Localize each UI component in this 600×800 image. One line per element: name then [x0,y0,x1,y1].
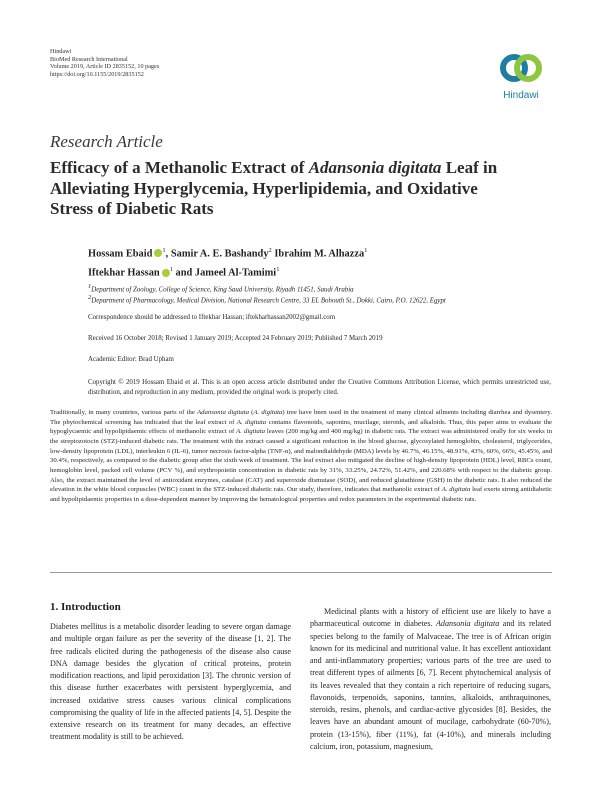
affiliation-text: Department of Zoology, College of Science, King Saud University, Riyadh 11451, Saudi Arabia [91,286,354,294]
copyright-notice: Copyright © 2019 Hossam Ebaid et al. This is an open access article distributed under the Creative Commons Attribution License, which permits unrestricted use, distribution, and reproduction in any medium, provided the original work is properly cited. [88,379,551,396]
abstract-text: ( [249,409,254,416]
author-affiliation-sup: 1 [162,247,166,254]
author-name[interactable]: Jameel Al-Tamimi [194,267,277,279]
abstract-text: leaves (200 mg/kg and 400 mg/kg) in diabetic rats. The extract was administered orally for six weeks in the streptozotocin (STZ)-induced diabetic rats. The treatment with the extract caused a significant reduction in the blood glucose, glycosylated hemoglobin, cholesterol, triglycerides, low-density lipoprotein (LDL), interleukin 6 (IL-6), tumor necrosis factor-alpha (TNF-α), and malondialdehyde (MDA) levels by 46.7%, 46.15%, 48.91%, 43%, 60%, 66%, 45.45%, and 30.4%, respectively, as compared to the diabetic group after the sixth week of treatment. The leaf extract also mitigated the decline of high-density lipoprotein (HDL) level, RBCs count, hemoglobin level, packed cell volume (PCV %), and erythropoietin concentration in diabetic rats by 31%, 33.25%, 24.72%, 51.42%, and 220.68% with respect to the diabetic group. Also, the extract maintained the level of antioxidant enzymes, catalase (CAT) and superoxide dismutase (SOD), and reduced glutathione (GSH) in the diabetic rats. It also reduced the elevation in the white blood corpuscles (WBC) count in the STZ-induced diabetic rats. Our study, therefore, indicates that methanolic extract of [50,428,552,494]
affiliation-sup: 2 [88,294,92,301]
author-name[interactable]: Iftekhar Hassan [88,267,160,279]
abstract-text: ) tree have been used in the treatment of many clinical ailments including diarrhea and dysentery. The phytochemical screening has indicated that the leaf extract of [50,409,553,426]
intro-paragraph-1: Diabetes mellitus is a metabolic disorder leading to severe organ damage and multiple organ failure as per the severity of the disease [1, 2]. The free radicals elicited during the pathogenesis of the disease also cause DNA damage besides the glycation of critical proteins, protein modification reactions, and lipid peroxidation [3]. The chronic version of this disease further exacerbates with persistent hyperglycemia, and increased oxidative stress causes various clinical complications compromising the quality of life in the affected patients [4, 5]. Despite the extensive research on its treatment for many decades, an effective treatment modality is still to be achieved. [50,622,291,742]
author-list [88,243,488,282]
abstract-italic: A. digitata [253,409,283,416]
author-affiliation-sup: 1 [364,247,368,254]
abstract-italic: A. digitata [441,486,471,494]
publisher-name: Hindawi [50,48,72,55]
title-part-2: Leaf in Alleviating Hyperglycemia, Hyperlipidemia, and Oxidative Stress of Diabetic Rats [50,158,498,218]
author-name[interactable]: Ibrahim M. Alhazza [274,248,365,260]
abstract-italic: Adansonia digitata [196,409,250,416]
author-name[interactable]: Samir A. E. Bashandy [170,248,269,260]
body-text: and its related species belong to the family of Malvaceae. The tree is of African origin known for its medicinal and nutritional value. It has excellent antioxidant and anti-inflammatory properties; various parts of the tree are used to treat different types of ailments [6, 7]. Recent phytochemical analysis of its leaves revealed that they contain a rich repertoire of reducing sugars, flavonoids, terpenoids, saponins, tannins, alkaloids, anthraquinones, steroids, resins, phenols, and cardiac-active glycosides [8]. Besides, the leaves have an abundant amount of mucilage, carbohydrate (60-70%), protein (13-15%), fiber (11%), fat (4-10%), and minerals including calcium, iron, potassium, magnesium, [310,619,551,751]
affiliation-sup: 1 [88,283,92,290]
author-affiliation-sup: 1 [169,266,173,274]
abstract-text: Traditionally, in many countries, various parts of the [50,409,197,416]
article-type: Research Article [50,132,163,151]
intro-paragraph-2 [310,606,551,753]
body-column-right [310,606,551,753]
hindawi-logo-icon [497,50,545,90]
author-separator: and [172,267,195,279]
journal-name: BioMed Research International [50,55,128,63]
abstract-text: contains flavonoids, saponins, mucilage, steroids, and alkaloids. Thus, this paper aims to evaluate the hypoglycaemic and hypolipidaemic effects of methanolic extract of [50,418,553,436]
title-italic: Adansonia digitata [308,158,442,177]
section-divider [50,572,552,573]
doi-link[interactable]: https://doi.org/10.1155/2019/2835152 [50,70,144,78]
journal-meta [50,48,159,78]
orcid-icon[interactable] [162,269,170,277]
body-column-left [50,621,291,744]
logo-text: Hindawi [503,90,539,101]
author-name[interactable]: Hossam Ebaid [88,248,153,260]
section-heading: 1. Introduction [50,601,121,613]
article-dates: Received 16 October 2018; Revised 1 January 2019; Accepted 24 February 2019; Published 7 March 2019 [88,335,383,342]
affiliation-text: Department of Pharmacology, Medical Division, National Research Centre, 33 EL Bohouth St., Dokki, Cairo, P.O. 12622, Egypt [91,297,446,305]
abstract-italic: A. digitata [236,428,265,436]
volume-line: Volume 2019, Article ID 2835152, 10 pages [50,63,160,71]
article-title [50,158,510,220]
author-separator: , [165,248,171,260]
abstract [50,408,552,505]
author-affiliation-sup: 2 [268,247,272,254]
body-text: Medicinal plants with a history of efficient use are likely to have a pharmaceutical outcome in diabetes. [310,607,551,629]
affiliation-2 [88,293,548,306]
abstract-italic: A. digitata [236,418,267,426]
orcid-icon[interactable] [154,249,162,257]
body-italic: Adansonia digitata [435,619,500,629]
hindawi-logo [497,50,545,106]
author-affiliation-sup: 1 [276,266,280,274]
abstract-text: leaf exerts strong antidiabetic and hypolipidaemic properties in a dose-dependent manner by improving the hematological properties and redox parameters in the experimental diabetic rats. [50,486,552,503]
title-part-1: Efficacy of a Methanolic Extract of [50,158,309,177]
academic-editor: Academic Editor: Brad Upham [88,356,174,363]
correspondence: Correspondence should be addressed to Iftekhar Hassan; iftekharhassan2002@gmail.com [88,314,336,321]
